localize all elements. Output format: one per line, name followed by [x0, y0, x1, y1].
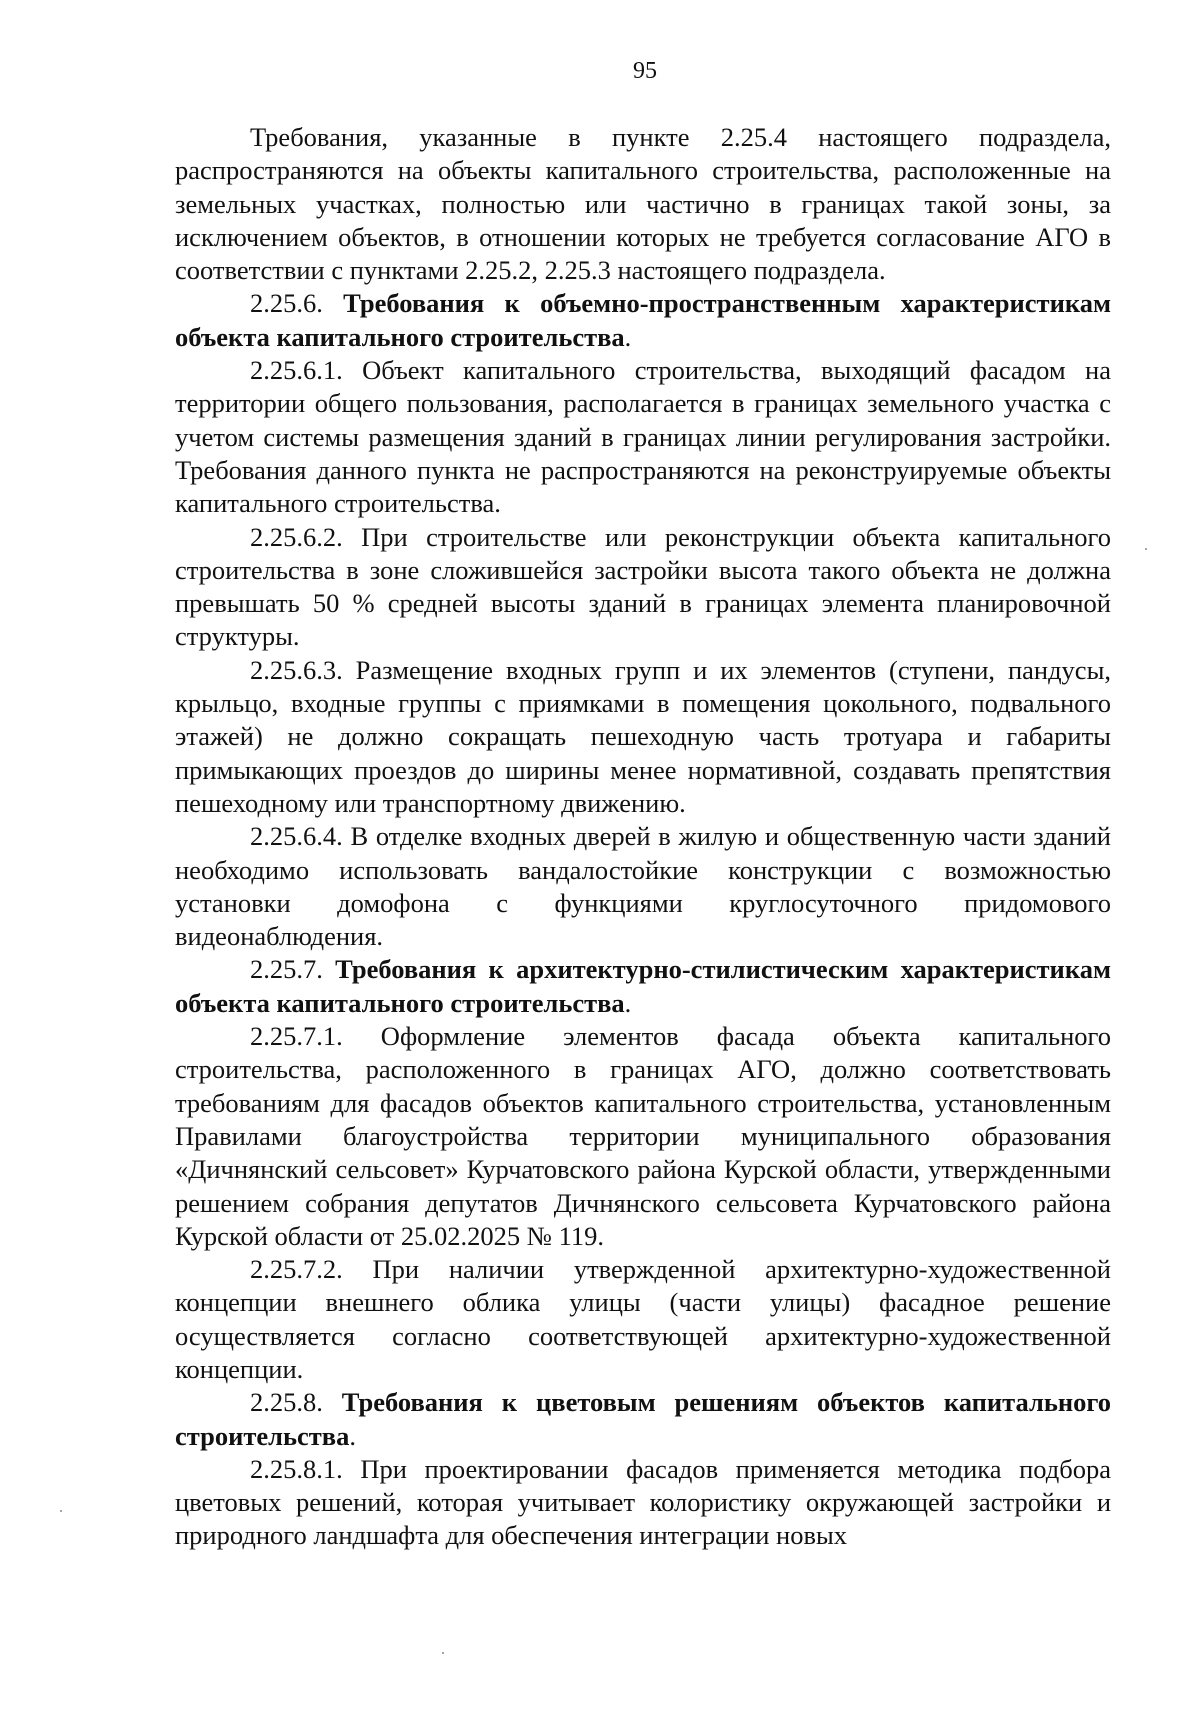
- scan-speck: [60, 1510, 62, 1512]
- section-number: 2.25.6.: [250, 288, 323, 319]
- paragraph-2-25-7-2: 2.25.7.2. При наличии утвержденной архитектурно-художественной концепции внешнего облика улицы (части улицы) фасадное решение осуществляется согласно соответствующей архитектурно-художественной концепции.: [175, 1254, 1111, 1384]
- paragraph-2-25-6-4: 2.25.6.4. В отделке входных дверей в жилую и общественную части зданий необходимо использовать вандалостойкие конструкции с возможностью установки домофона с функциями круглосуточного придомового видеонаблюдения.: [175, 821, 1111, 952]
- section-number: 2.25.7.: [250, 954, 323, 985]
- scan-speck: [442, 1652, 444, 1654]
- section-tail: .: [624, 321, 632, 352]
- paragraph-2-25-6-2: 2.25.6.2. При строительстве или реконструкции объекта капитального строительства в зоне сложившейся застройки высота такого объекта не должна превышать 50 % средней высоты зданий в границах элемента планировочной структуры.: [175, 521, 1111, 652]
- page-number: 95: [633, 58, 657, 84]
- paragraph-2-25-8-1: 2.25.8.1. При проектировании фасадов применяется методика подбора цветовых решений, которая учитывает колористику окружающей застройки и природного ландшафта для обеспечения интеграции новых: [175, 1453, 1111, 1551]
- section-title: Требования к цветовым решениям объектов капитального строительства: [175, 1387, 1111, 1451]
- section-tail: .: [624, 987, 632, 1018]
- section-number: 2.25.8.: [250, 1387, 323, 1418]
- paragraph-2-25-6-3: 2.25.6.3. Размещение входных групп и их элементов (ступени, пандусы, крыльцо, входные группы с приямками в помещения цокольного, подвального этажей) не должно сокращать пешеходную часть тротуара и габариты примыкающих проездов до ширины менее нормативной, создавать препятствия пешеходному или транспортному движению.: [175, 654, 1111, 818]
- section-title: Требования к объемно-пространственным характеристикам объекта капитального строительства: [175, 288, 1111, 352]
- section-heading-2-25-7: [175, 953, 1111, 1020]
- section-title: Требования к архитектурно-стилистическим характеристикам объекта капитального строительства: [175, 954, 1111, 1018]
- paragraph-2-25-6-1: 2.25.6.1. Объект капитального строительства, выходящий фасадом на территории общего пользования, располагается в границах земельного участка с учетом системы размещения зданий в границах линии регулирования застройки. Требования данного пункта не распространяются на реконструируемые объекты капитального строительства.: [175, 355, 1111, 519]
- paragraph-intro: Требования, указанные в пункте 2.25.4 настоящего подраздела, распространяются на объекты капитального строительства, расположенные на земельных участках, полностью или частично в границах такой зоны, за исключением объектов, в отношении которых не требуется согласование АГО в соответствии с пунктами 2.25.2, 2.25.3 настоящего подраздела.: [175, 122, 1111, 286]
- paragraph-2-25-7-1: 2.25.7.1. Оформление элементов фасада объекта капитального строительства, расположенного в границах АГО, должно соответствовать требованиям для фасадов объектов капитального строительства, установленным Правилами благоустройства территории муниципального образования «Дичнянский сельсовет» Курчатовского района Курской области, утвержденными решением собрания депутатов Дичнянского сельсовета Курчатовского района Курской области от 25.02.2025 № 119.: [175, 1021, 1111, 1251]
- document-body: [175, 121, 1111, 1553]
- scan-speck: [1145, 548, 1147, 550]
- section-heading-2-25-6: [175, 287, 1111, 354]
- section-heading-2-25-8: [175, 1386, 1111, 1453]
- section-tail: .: [349, 1420, 356, 1451]
